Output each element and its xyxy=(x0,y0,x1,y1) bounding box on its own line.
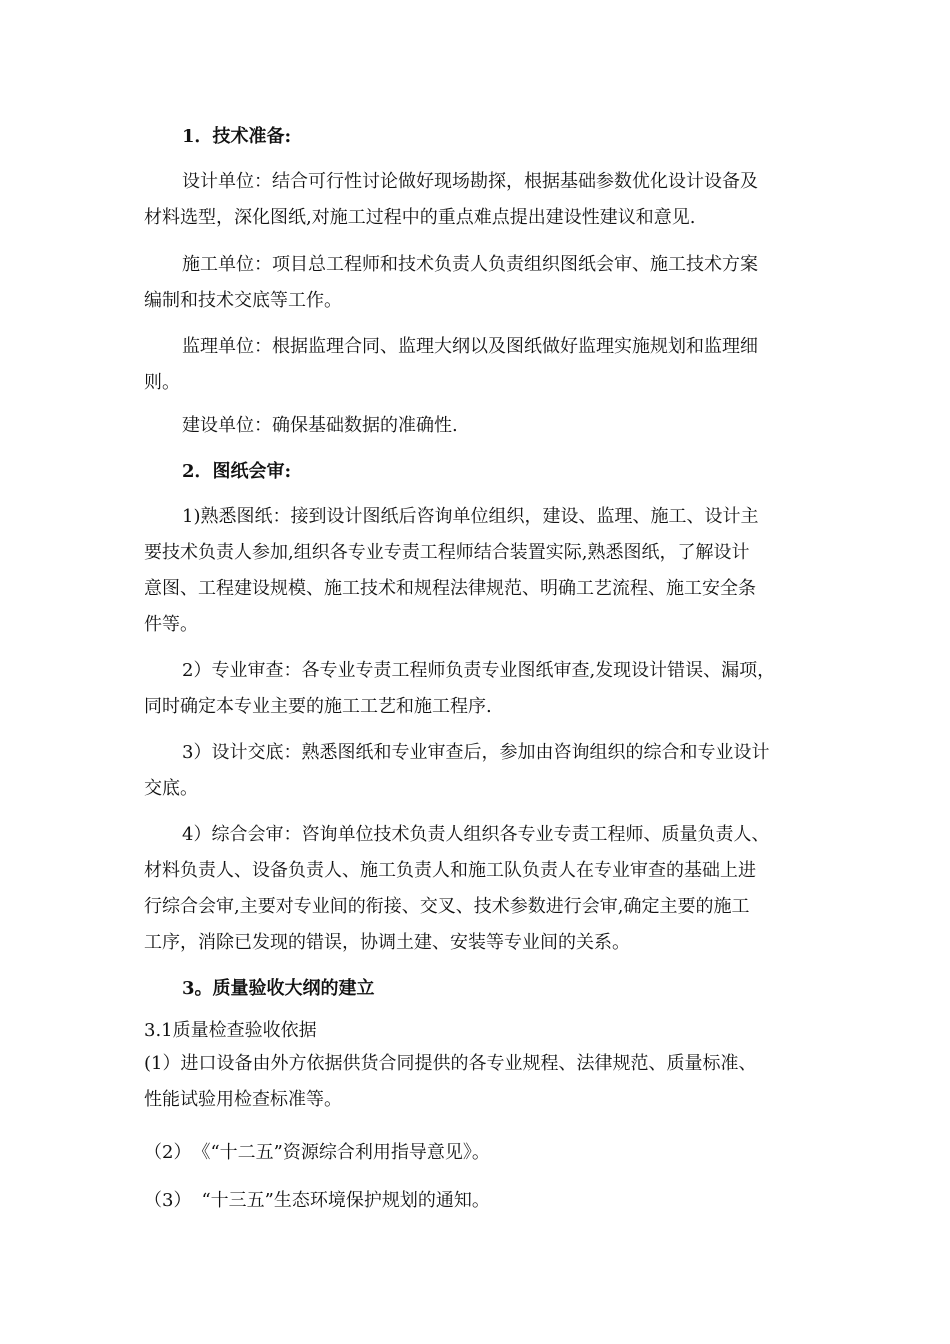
supervision-unit-line-1: 监理单位：根据监理合同、监理大纲以及图纸做好监理实施规划和监理细 xyxy=(182,336,758,357)
comprehensive-review-line-1: 4）综合会审：咨询单位技术负责人组织各专业专责工程师、质量负责人、 xyxy=(182,824,770,845)
familiarize-drawings-line-3: 意图、工程建设规模、施工技术和规程法律规范、明确工艺流程、施工安全条 xyxy=(144,578,756,599)
heading-drawing-review: 2．图纸会审: xyxy=(182,461,292,482)
professional-review-line-2: 同时确定本专业主要的施工工艺和施工程序. xyxy=(144,696,492,717)
basis-item-2 xyxy=(144,1141,490,1165)
comprehensive-review-line-3: 行综合会审,主要对专业间的衔接、交叉、技术参数进行会审,确定主要的施工 xyxy=(144,896,750,917)
professional-review-line-1: 2）专业审查：各专业专责工程师负责专业图纸审查,发现设计错误、漏项， xyxy=(182,660,776,681)
comprehensive-review-line-4: 工序，消除已发现的错误，协调土建、安装等专业间的关系。 xyxy=(144,932,630,953)
basis-item-3-number: （3） xyxy=(144,1190,192,1211)
basis-item-1-line-1: (1）进口设备由外方依据供货合同提供的各专业规程、法律规范、质量标准、 xyxy=(144,1053,757,1074)
construction-unit-line-2: 编制和技术交底等工作。 xyxy=(144,290,342,311)
familiarize-drawings-line-1: 1)熟悉图纸：接到设计图纸后咨询单位组织，建设、监理、施工、设计主 xyxy=(182,506,759,527)
design-unit-line-2: 材料选型，深化图纸,对施工过程中的重点难点提出建设性建议和意见. xyxy=(144,207,696,228)
familiarize-drawings-line-2: 要技术负责人参加,组织各专业专责工程师结合装置实际,熟悉图纸，了解设计 xyxy=(144,542,750,563)
basis-item-3-text: “十三五”生态环境保护规划的通知。 xyxy=(201,1190,490,1211)
design-unit-line-1: 设计单位：结合可行性讨论做好现场勘探，根据基础参数优化设计设备及 xyxy=(182,171,758,192)
construction-unit-line-1: 施工单位：项目总工程师和技术负责人负责组织图纸会审、施工技术方案 xyxy=(182,254,758,275)
heading-technical-preparation: 1．技术准备: xyxy=(182,126,292,147)
basis-item-2-number: （2） xyxy=(144,1142,192,1163)
supervision-unit-line-2: 则。 xyxy=(144,372,180,393)
design-disclosure-line-2: 交底。 xyxy=(144,778,198,799)
basis-item-1-line-2: 性能试验用检查标准等。 xyxy=(144,1089,342,1110)
basis-item-2-text: 《“十二五”资源综合利用指导意见》。 xyxy=(201,1142,490,1163)
comprehensive-review-line-2: 材料负责人、设备负责人、施工负责人和施工队负责人在专业审查的基础上进 xyxy=(144,860,756,881)
basis-item-3 xyxy=(144,1189,490,1213)
subheading-acceptance-basis: 3.1质量检查验收依据 xyxy=(144,1020,317,1041)
design-disclosure-line-1: 3）设计交底：熟悉图纸和专业审查后，参加由咨询组织的综合和专业设计 xyxy=(182,742,770,763)
familiarize-drawings-line-4: 件等。 xyxy=(144,614,198,635)
owner-unit-line: 建设单位：确保基础数据的准确性. xyxy=(182,415,458,436)
heading-quality-acceptance: 3。质量验收大纲的建立 xyxy=(182,978,375,999)
